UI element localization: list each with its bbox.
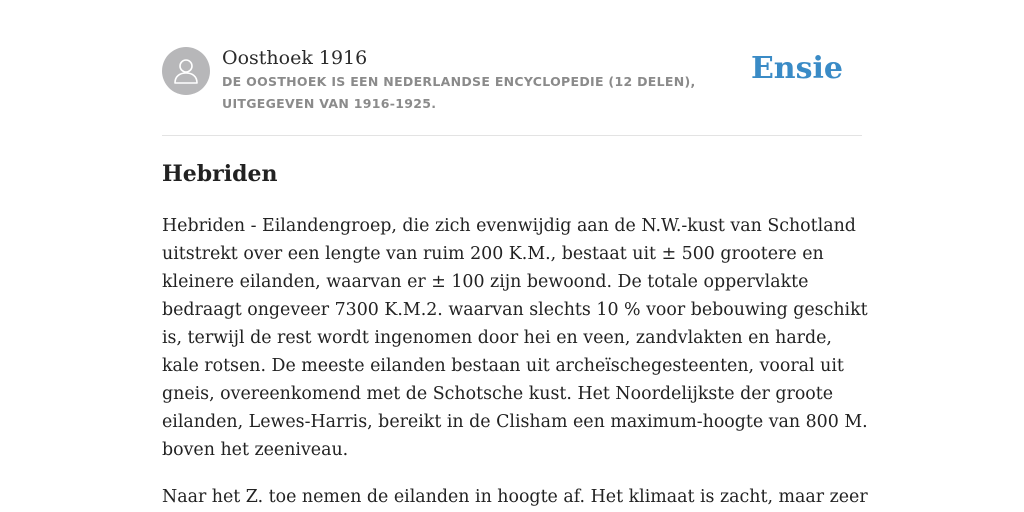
avatar[interactable] [162,47,210,95]
source-header [162,44,862,135]
source-description: DE OOSTHOEK IS EEN NEDERLANDSE ENCYCLOPEDIE (12 DELEN), UITGEGEVEN VAN 1916-1925. [222,74,696,111]
source-title[interactable]: Oosthoek 1916 [222,47,368,69]
user-icon [162,47,210,95]
article-headword: Hebriden [162,161,278,187]
article-paragraph: Naar het Z. toe nemen de eilanden in hoogte af. Het klimaat is zacht, maar zeer [162,487,868,507]
header-divider [162,135,862,136]
article-paragraph: Hebriden - Eilandengroep, die zich evenwijdig aan de N.W.-kust van Schotland uitstrekt over een lengte van ruim 200 K.M., bestaat uit ± 500 grootere en kleinere eilanden, waarvan er ± 100 zijn bewoond. De totale oppervlakte bedraagt ongeveer 7300 K.M.2. waarvan slechts 10 % voor bebouwing geschikt is, terwijl de rest wordt ingenomen door hei en veen, zandvlakten en harde, kale rotsen. De meeste eilanden bestaan uit archeïschegesteenten, vooral uit gneis, overeenkomend met de Schotsche kust. Het Noordelijkste der groote eilanden, Lewes-Harris, bereikt in de Clisham een maximum-hoogte van 800 M. boven het zeeniveau. [162,216,868,460]
article [162,156,868,511]
ensie-logo[interactable]: Ensie [750,51,843,86]
